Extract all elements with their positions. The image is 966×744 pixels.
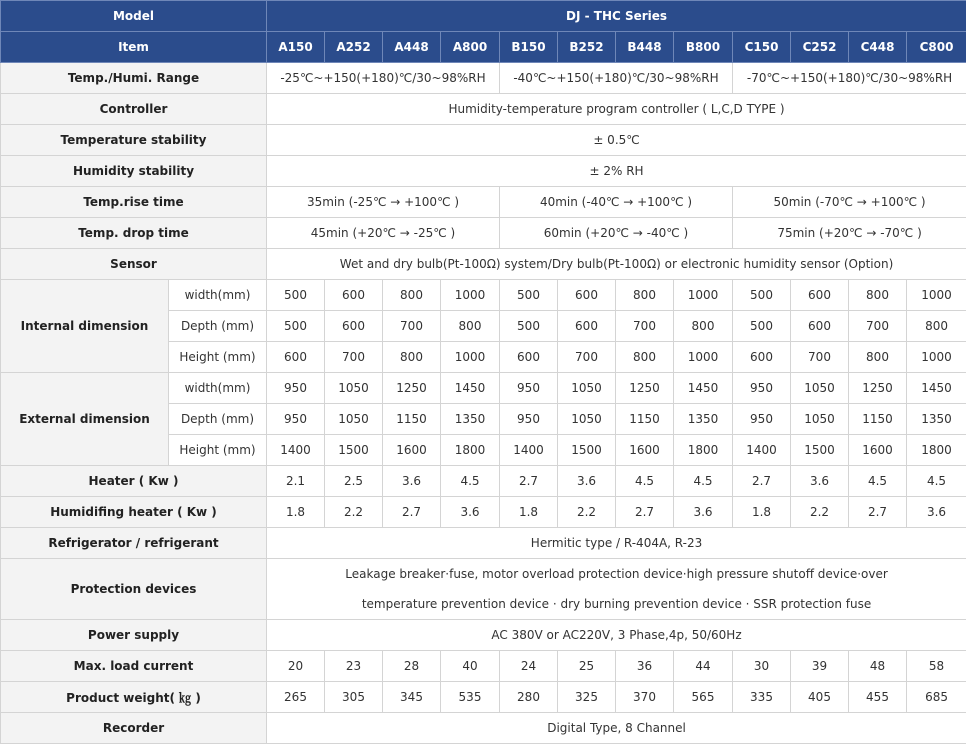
table-cell: 48 <box>849 651 907 682</box>
table-cell: 2.7 <box>616 497 674 528</box>
table-cell: 1000 <box>907 280 966 311</box>
table-cell: 1800 <box>441 435 500 466</box>
table-cell: 800 <box>849 280 907 311</box>
model-header: C252 <box>791 32 849 63</box>
table-cell: 58 <box>907 651 966 682</box>
table-cell: 1450 <box>441 373 500 404</box>
table-cell: 2.7 <box>383 497 441 528</box>
table-cell: 1350 <box>907 404 966 435</box>
table-cell: 1250 <box>616 373 674 404</box>
table-cell: 1150 <box>616 404 674 435</box>
table-cell: 2.1 <box>267 466 325 497</box>
table-cell: 500 <box>267 311 325 342</box>
range-value-c: -70℃~+150(+180)℃/30~98%RH <box>733 63 966 94</box>
humi-heater-label: Humidifing heater ( Kw ) <box>1 497 267 528</box>
drop-time-row <box>1 218 966 249</box>
humi-stability-row <box>1 156 966 187</box>
protection-line-2: temperature prevention device · dry burning prevention device · SSR protection fuse <box>267 589 966 619</box>
table-cell: 600 <box>733 342 791 373</box>
table-cell: 500 <box>500 311 558 342</box>
item-label: Item <box>1 32 267 63</box>
table-cell: 800 <box>616 280 674 311</box>
table-cell: 700 <box>325 342 383 373</box>
table-cell: 24 <box>500 651 558 682</box>
table-cell: 370 <box>616 682 674 713</box>
table-cell: 1000 <box>674 342 733 373</box>
table-cell: 40 <box>441 651 500 682</box>
table-cell: 1150 <box>849 404 907 435</box>
table-cell: 1500 <box>325 435 383 466</box>
table-cell: 1000 <box>441 342 500 373</box>
table-cell: 1050 <box>558 373 616 404</box>
table-cell: 700 <box>791 342 849 373</box>
internal-dimension-label: Internal dimension <box>1 280 169 373</box>
recorder-row <box>1 713 966 744</box>
weight-label: Product weight( ㎏ ) <box>1 682 267 713</box>
table-cell: 500 <box>733 280 791 311</box>
table-cell: 30 <box>733 651 791 682</box>
table-cell: 1150 <box>383 404 441 435</box>
table-cell: 2.2 <box>558 497 616 528</box>
temp-stability-row <box>1 125 966 156</box>
table-cell: 565 <box>674 682 733 713</box>
table-cell: 1000 <box>674 280 733 311</box>
table-cell: 800 <box>849 342 907 373</box>
sensor-value: Wet and dry bulb(Pt-100Ω) system/Dry bulb(Pt-100Ω) or electronic humidity sensor (Option) <box>267 249 966 280</box>
range-row <box>1 63 966 94</box>
table-cell: 800 <box>674 311 733 342</box>
table-cell: 700 <box>383 311 441 342</box>
external-depth-label: Depth (mm) <box>169 404 267 435</box>
external-width-row <box>1 373 966 404</box>
table-cell: 950 <box>267 373 325 404</box>
table-cell: 1000 <box>907 342 966 373</box>
range-value-b: -40℃~+150(+180)℃/30~98%RH <box>500 63 733 94</box>
model-header: B448 <box>616 32 674 63</box>
drop-time-label: Temp. drop time <box>1 218 267 249</box>
table-cell: 950 <box>733 404 791 435</box>
table-cell: 1350 <box>441 404 500 435</box>
table-cell: 600 <box>558 311 616 342</box>
external-width-label: width(mm) <box>169 373 267 404</box>
humi-stability-value: ± 2% RH <box>267 156 966 187</box>
table-cell: 500 <box>733 311 791 342</box>
table-cell: 2.7 <box>733 466 791 497</box>
table-cell: 1800 <box>674 435 733 466</box>
table-cell: 4.5 <box>441 466 500 497</box>
table-cell: 280 <box>500 682 558 713</box>
table-cell: 1250 <box>849 373 907 404</box>
table-cell: 25 <box>558 651 616 682</box>
model-header: C150 <box>733 32 791 63</box>
controller-label: Controller <box>1 94 267 125</box>
power-value: AC 380V or AC220V, 3 Phase,4p, 50/60Hz <box>267 620 966 651</box>
table-cell: 950 <box>267 404 325 435</box>
table-cell: 1050 <box>325 404 383 435</box>
table-cell: 28 <box>383 651 441 682</box>
table-cell: 3.6 <box>383 466 441 497</box>
table-cell: 345 <box>383 682 441 713</box>
table-cell: 700 <box>616 311 674 342</box>
drop-time-value-b: 60min (+20℃ → -40℃ ) <box>500 218 733 249</box>
current-label: Max. load current <box>1 651 267 682</box>
table-cell: 4.5 <box>674 466 733 497</box>
table-cell: 1500 <box>791 435 849 466</box>
table-cell: 600 <box>267 342 325 373</box>
table-cell: 950 <box>500 404 558 435</box>
table-cell: 4.5 <box>849 466 907 497</box>
rise-time-row <box>1 187 966 218</box>
table-cell: 500 <box>500 280 558 311</box>
table-cell: 700 <box>849 311 907 342</box>
table-cell: 2.2 <box>791 497 849 528</box>
table-cell: 3.6 <box>674 497 733 528</box>
table-cell: 600 <box>558 280 616 311</box>
internal-height-label: Height (mm) <box>169 342 267 373</box>
table-cell: 455 <box>849 682 907 713</box>
table-cell: 685 <box>907 682 966 713</box>
model-header: A252 <box>325 32 383 63</box>
table-cell: 2.2 <box>325 497 383 528</box>
table-cell: 800 <box>907 311 966 342</box>
table-cell: 600 <box>325 280 383 311</box>
table-cell: 1350 <box>674 404 733 435</box>
table-cell: 700 <box>558 342 616 373</box>
table-cell: 1050 <box>791 373 849 404</box>
table-cell: 3.6 <box>907 497 966 528</box>
header-item-row <box>1 32 966 63</box>
sensor-label: Sensor <box>1 249 267 280</box>
table-cell: 600 <box>325 311 383 342</box>
power-label: Power supply <box>1 620 267 651</box>
table-cell: 3.6 <box>558 466 616 497</box>
table-cell: 1450 <box>674 373 733 404</box>
table-cell: 4.5 <box>616 466 674 497</box>
table-cell: 36 <box>616 651 674 682</box>
recorder-label: Recorder <box>1 713 267 744</box>
series-title: DJ - THC Series <box>267 1 966 32</box>
table-cell: 1.8 <box>733 497 791 528</box>
table-cell: 1.8 <box>500 497 558 528</box>
model-header: B252 <box>558 32 616 63</box>
table-cell: 2.5 <box>325 466 383 497</box>
model-label: Model <box>1 1 267 32</box>
temp-stability-label: Temperature stability <box>1 125 267 156</box>
table-cell: 335 <box>733 682 791 713</box>
range-label: Temp./Humi. Range <box>1 63 267 94</box>
heater-label: Heater ( Kw ) <box>1 466 267 497</box>
table-cell: 325 <box>558 682 616 713</box>
table-cell: 1450 <box>907 373 966 404</box>
table-cell: 600 <box>791 311 849 342</box>
table-cell: 1050 <box>791 404 849 435</box>
model-header: A800 <box>441 32 500 63</box>
table-cell: 1400 <box>500 435 558 466</box>
protection-row <box>1 559 966 620</box>
drop-time-value-c: 75min (+20℃ → -70℃ ) <box>733 218 966 249</box>
table-cell: 4.5 <box>907 466 966 497</box>
table-cell: 600 <box>791 280 849 311</box>
internal-width-row <box>1 280 966 311</box>
controller-row <box>1 94 966 125</box>
table-cell: 1600 <box>849 435 907 466</box>
table-cell: 44 <box>674 651 733 682</box>
table-cell: 500 <box>267 280 325 311</box>
model-header: A150 <box>267 32 325 63</box>
table-cell: 2.7 <box>849 497 907 528</box>
table-cell: 1050 <box>325 373 383 404</box>
internal-width-label: width(mm) <box>169 280 267 311</box>
table-cell: 1400 <box>267 435 325 466</box>
rise-time-value-a: 35min (-25℃ → +100℃ ) <box>267 187 500 218</box>
current-row <box>1 651 966 682</box>
table-cell: 1800 <box>907 435 966 466</box>
controller-value: Humidity-temperature program controller ( L,C,D TYPE ) <box>267 94 966 125</box>
refrigerator-label: Refrigerator / refrigerant <box>1 528 267 559</box>
table-cell: 1.8 <box>267 497 325 528</box>
power-row <box>1 620 966 651</box>
rise-time-label: Temp.rise time <box>1 187 267 218</box>
range-value-a: -25℃~+150(+180)℃/30~98%RH <box>267 63 500 94</box>
table-cell: 535 <box>441 682 500 713</box>
header-model-row <box>1 1 966 32</box>
protection-line-1: Leakage breaker·fuse, motor overload protection device·high pressure shutoff device·over <box>267 559 966 589</box>
humi-stability-label: Humidity stability <box>1 156 267 187</box>
humi-heater-row <box>1 497 966 528</box>
external-dimension-label: External dimension <box>1 373 169 466</box>
table-cell: 800 <box>616 342 674 373</box>
table-cell: 2.7 <box>500 466 558 497</box>
sensor-row <box>1 249 966 280</box>
table-cell: 950 <box>733 373 791 404</box>
refrigerator-row <box>1 528 966 559</box>
table-cell: 950 <box>500 373 558 404</box>
table-cell: 800 <box>383 280 441 311</box>
table-cell: 1050 <box>558 404 616 435</box>
table-cell: 1500 <box>558 435 616 466</box>
heater-row <box>1 466 966 497</box>
table-cell: 600 <box>500 342 558 373</box>
rise-time-value-b: 40min (-40℃ → +100℃ ) <box>500 187 733 218</box>
protection-label: Protection devices <box>1 559 267 620</box>
table-cell: 3.6 <box>441 497 500 528</box>
temp-stability-value: ± 0.5℃ <box>267 125 966 156</box>
model-header: B150 <box>500 32 558 63</box>
weight-row <box>1 682 966 713</box>
table-cell: 23 <box>325 651 383 682</box>
table-cell: 1250 <box>383 373 441 404</box>
refrigerator-value: Hermitic type / R-404A, R-23 <box>267 528 966 559</box>
table-cell: 1400 <box>733 435 791 466</box>
table-cell: 39 <box>791 651 849 682</box>
table-cell: 305 <box>325 682 383 713</box>
table-cell: 1000 <box>441 280 500 311</box>
drop-time-value-a: 45min (+20℃ → -25℃ ) <box>267 218 500 249</box>
table-cell: 265 <box>267 682 325 713</box>
table-cell: 1600 <box>383 435 441 466</box>
model-header: A448 <box>383 32 441 63</box>
table-cell: 1600 <box>616 435 674 466</box>
table-cell: 405 <box>791 682 849 713</box>
table-cell: 20 <box>267 651 325 682</box>
recorder-value: Digital Type, 8 Channel <box>267 713 966 744</box>
model-header: C448 <box>849 32 907 63</box>
model-header: C800 <box>907 32 966 63</box>
external-height-label: Height (mm) <box>169 435 267 466</box>
model-header: B800 <box>674 32 733 63</box>
table-cell: 800 <box>441 311 500 342</box>
internal-depth-label: Depth (mm) <box>169 311 267 342</box>
rise-time-value-c: 50min (-70℃ → +100℃ ) <box>733 187 966 218</box>
protection-value <box>267 559 966 620</box>
table-cell: 3.6 <box>791 466 849 497</box>
table-cell: 800 <box>383 342 441 373</box>
